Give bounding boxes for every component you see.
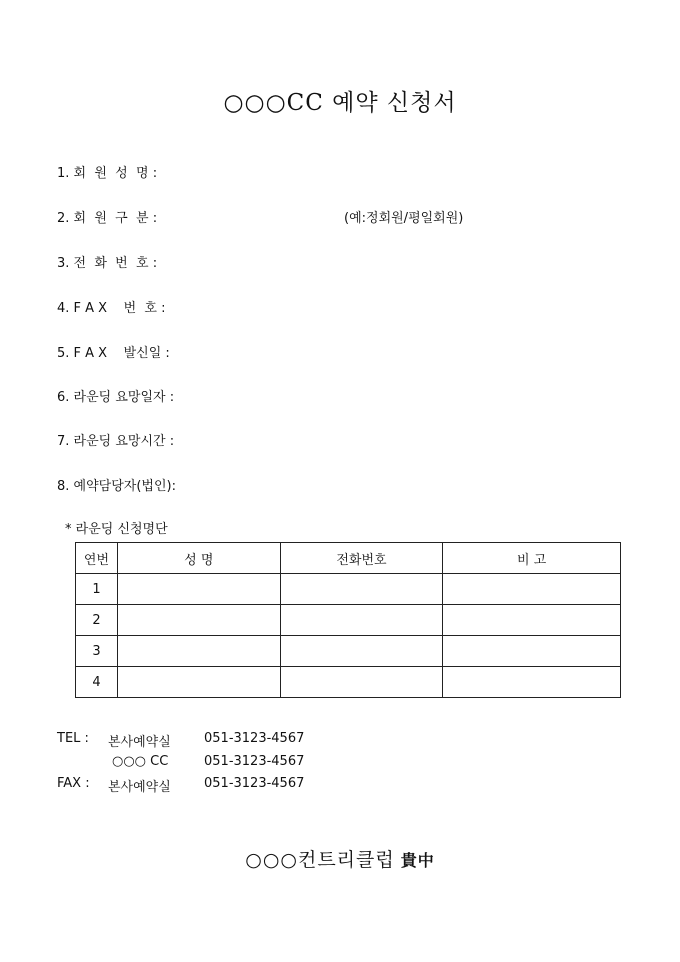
- cell-name[interactable]: [117, 574, 280, 605]
- cell-seq: 3: [76, 636, 118, 667]
- table-row: [76, 667, 621, 698]
- contact-cc-phone: 051-3123-4567: [204, 754, 305, 769]
- footer-recipient-line: [0, 845, 680, 872]
- cell-phone[interactable]: [280, 574, 443, 605]
- roster-heading: * 라운딩 신청명단: [65, 522, 168, 537]
- cell-name[interactable]: [117, 636, 280, 667]
- header-remarks: 비 고: [443, 543, 621, 574]
- cell-seq: 1: [76, 574, 118, 605]
- membership-note: (예:정회원/평일회원): [344, 211, 464, 226]
- cell-name[interactable]: [117, 605, 280, 636]
- cell-name[interactable]: [117, 667, 280, 698]
- contact-fax-name: 본사예약실: [108, 780, 171, 795]
- header-name: 성 명: [117, 543, 280, 574]
- table-row: [76, 605, 621, 636]
- contact-tel-phone: 051-3123-4567: [204, 731, 305, 746]
- table-row: [76, 636, 621, 667]
- table-row: [76, 574, 621, 605]
- footer-suffix: 貴中: [400, 851, 435, 870]
- cell-seq: 4: [76, 667, 118, 698]
- cell-phone[interactable]: [280, 605, 443, 636]
- field-member-type: 2. 회 원 구 분 :: [57, 211, 158, 226]
- cell-phone[interactable]: [280, 636, 443, 667]
- cell-remarks[interactable]: [443, 667, 621, 698]
- footer-recipient: ○○○컨트리클럽: [245, 849, 395, 871]
- cell-remarks[interactable]: [443, 636, 621, 667]
- contact-fax-phone: 051-3123-4567: [204, 776, 305, 791]
- cell-remarks[interactable]: [443, 605, 621, 636]
- contact-tel-prefix: TEL :: [57, 731, 94, 746]
- header-phone: 전화번호: [280, 543, 443, 574]
- contact-fax-prefix: FAX :: [57, 776, 94, 791]
- header-seq: 연번: [76, 543, 118, 574]
- field-contact-person: 8. 예약담당자(법인):: [57, 479, 176, 494]
- contact-tel-name: 본사예약실: [108, 735, 171, 750]
- field-round-date: 6. 라운딩 요망일자 :: [57, 390, 175, 405]
- field-fax-sent-date: 5. F A X 발신일 :: [57, 346, 170, 361]
- contact-cc-name: ○○○ CC: [112, 754, 169, 769]
- roster-header-row: [76, 543, 621, 574]
- field-fax-number: 4. F A X 번 호 :: [57, 301, 166, 316]
- field-phone: 3. 전 화 번 호 :: [57, 256, 158, 271]
- cell-phone[interactable]: [280, 667, 443, 698]
- cell-remarks[interactable]: [443, 574, 621, 605]
- document-title: ○○○CC 예약 신청서: [223, 90, 457, 116]
- roster-table: [75, 542, 621, 698]
- cell-seq: 2: [76, 605, 118, 636]
- field-member-name: 1. 회 원 성 명 :: [57, 166, 158, 181]
- field-round-time: 7. 라운딩 요망시간 :: [57, 434, 175, 449]
